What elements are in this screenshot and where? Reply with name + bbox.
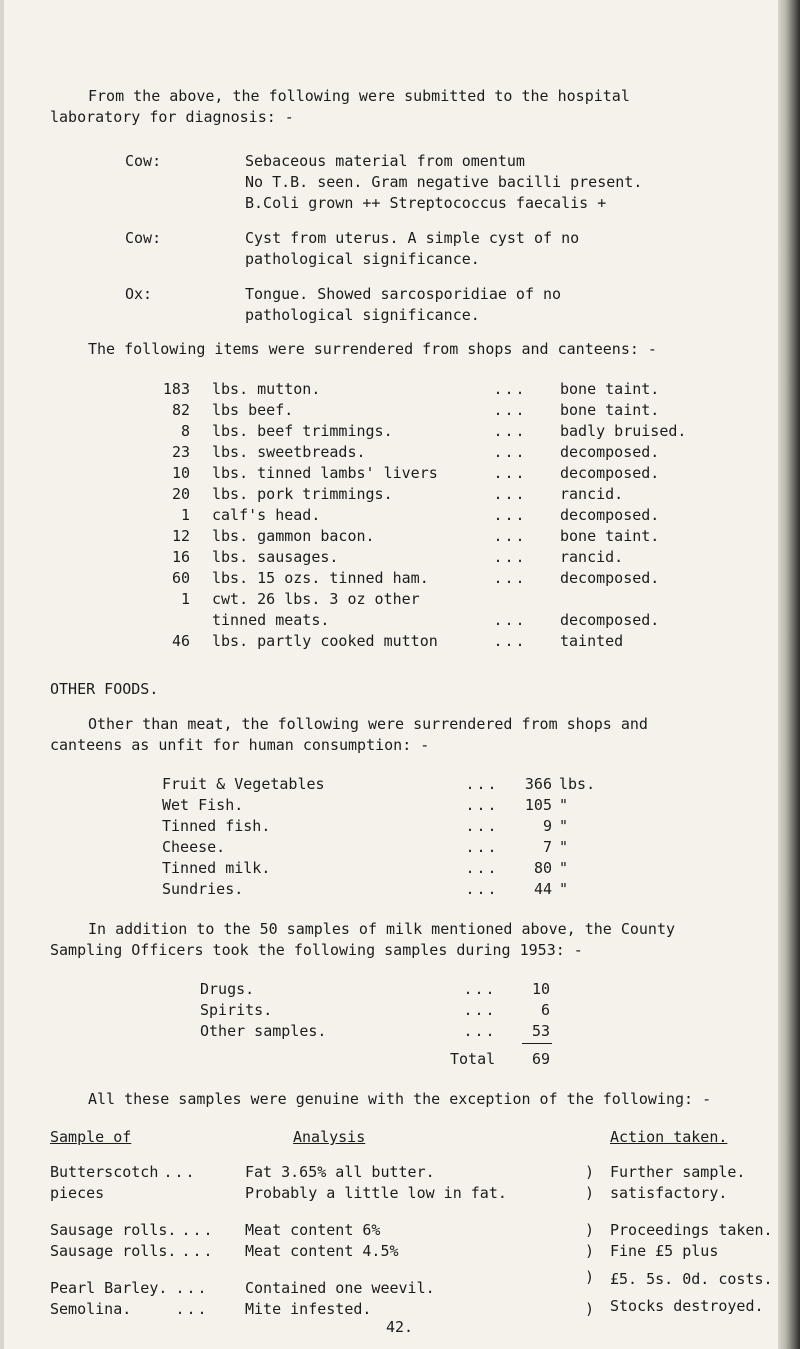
exception-analysis: Meat content 6% xyxy=(245,1221,381,1239)
item-reason: decomposed. xyxy=(560,443,660,461)
exception-analysis: Probably a little low in fat. xyxy=(245,1184,507,1202)
item-desc: lbs. pork trimmings. xyxy=(212,485,393,503)
page-number: 42. xyxy=(386,1318,414,1336)
diagnosis-line: pathological significance. xyxy=(245,250,480,268)
item-leader: ... xyxy=(493,443,527,461)
item-qty: 1 xyxy=(180,506,190,524)
item-reason: bone taint. xyxy=(560,527,660,545)
sample-count: 53 xyxy=(531,1022,550,1040)
total-label: Total xyxy=(450,1050,496,1068)
exception-action: Proceedings taken. xyxy=(610,1221,773,1239)
exception-sample: Sausage rolls. xyxy=(50,1242,177,1260)
item-reason: bone taint. xyxy=(560,380,660,398)
food-leader: ... xyxy=(465,838,499,856)
exception-analysis: Contained one weevil. xyxy=(245,1279,435,1297)
exception-analysis: Mite infested. xyxy=(245,1300,372,1318)
item-qty: 10 xyxy=(171,464,190,482)
exception-action: Further sample. xyxy=(610,1163,746,1181)
sample-leader: ... xyxy=(463,1001,497,1019)
diagnosis-animal: Cow: xyxy=(125,152,162,170)
item-reason: rancid. xyxy=(560,548,624,566)
item-leader: ... xyxy=(493,569,527,587)
brace: ) xyxy=(585,1184,595,1202)
food-name: Fruit & Vegetables xyxy=(162,775,325,793)
exception-leader: ... xyxy=(175,1300,209,1318)
item-qty: 8 xyxy=(180,422,190,440)
other-foods-heading: OTHER FOODS. xyxy=(50,680,159,698)
diagnosis-line: B.Coli grown ++ Streptococcus faecalis + xyxy=(245,194,607,212)
exception-analysis: Meat content 4.5% xyxy=(245,1242,399,1260)
exception-sample: Pearl Barley. xyxy=(50,1279,168,1297)
sampling-para-2: Sampling Officers took the following samples during 1953: - xyxy=(50,941,583,959)
food-qty: 366 xyxy=(524,775,552,793)
col-sample-of: Sample of xyxy=(50,1128,132,1146)
food-leader: ... xyxy=(465,817,499,835)
item-reason: decomposed. xyxy=(560,464,660,482)
item-leader: ... xyxy=(493,632,527,650)
sample-type: Spirits. xyxy=(200,1001,273,1019)
item-qty: 60 xyxy=(171,569,190,587)
food-unit: " xyxy=(559,838,569,856)
brace: ) xyxy=(585,1268,595,1286)
col-analysis: Analysis xyxy=(293,1128,366,1146)
sample-type: Other samples. xyxy=(200,1022,327,1040)
sample-count: 6 xyxy=(540,1001,550,1019)
diagnosis-line: Tongue. Showed sarcosporidiae of no xyxy=(245,285,562,303)
sample-leader: ... xyxy=(463,1022,497,1040)
food-qty: 44 xyxy=(533,880,552,898)
item-qty: 1 xyxy=(180,590,190,608)
diagnosis-animal: Ox: xyxy=(125,285,153,303)
exception-leader: ... xyxy=(181,1221,215,1239)
item-reason: badly bruised. xyxy=(560,422,687,440)
col-action-taken: Action taken. xyxy=(610,1128,728,1146)
sample-type: Drugs. xyxy=(200,980,255,998)
food-unit: " xyxy=(559,880,569,898)
food-leader: ... xyxy=(465,859,499,877)
item-desc: calf's head. xyxy=(212,506,321,524)
exception-action: Stocks destroyed. xyxy=(610,1297,764,1315)
brace: ) xyxy=(585,1221,595,1239)
item-leader: ... xyxy=(493,464,527,482)
diagnosis-line: No T.B. seen. Gram negative bacilli present. xyxy=(245,173,643,191)
item-desc: tinned meats. xyxy=(212,611,330,629)
item-leader: ... xyxy=(493,527,527,545)
food-name: Tinned fish. xyxy=(162,817,271,835)
sample-count: 10 xyxy=(531,980,550,998)
food-name: Sundries. xyxy=(162,880,244,898)
food-unit: " xyxy=(559,817,569,835)
item-leader: ... xyxy=(493,506,527,524)
item-desc: lbs beef. xyxy=(212,401,294,419)
item-desc: lbs. sausages. xyxy=(212,548,339,566)
item-qty: 183 xyxy=(162,380,190,398)
food-qty: 80 xyxy=(533,859,552,877)
item-leader: ... xyxy=(493,548,527,566)
brace: ) xyxy=(585,1163,595,1181)
intro-line-2: laboratory for diagnosis: - xyxy=(50,108,294,126)
exception-leader: ... xyxy=(163,1163,197,1181)
exception-action: Fine £5 plus xyxy=(610,1242,719,1260)
page-binding-shadow xyxy=(778,0,800,1349)
item-qty: 46 xyxy=(171,632,190,650)
food-unit: lbs. xyxy=(559,775,596,793)
item-desc: cwt. 26 lbs. 3 oz other xyxy=(212,590,420,608)
exception-analysis: Fat 3.65% all butter. xyxy=(245,1163,435,1181)
item-desc: lbs. gammon bacon. xyxy=(212,527,375,545)
food-leader: ... xyxy=(465,796,499,814)
item-qty: 23 xyxy=(171,443,190,461)
item-qty: 16 xyxy=(171,548,190,566)
food-qty: 9 xyxy=(542,817,552,835)
food-name: Wet Fish. xyxy=(162,796,244,814)
other-foods-para-2: canteens as unfit for human consumption: - xyxy=(50,736,430,754)
item-qty: 82 xyxy=(171,401,190,419)
item-leader: ... xyxy=(493,611,527,629)
food-unit: " xyxy=(559,796,569,814)
sample-leader: ... xyxy=(463,980,497,998)
item-reason: decomposed. xyxy=(560,506,660,524)
item-desc: lbs. 15 ozs. tinned ham. xyxy=(212,569,429,587)
exception-leader: ... xyxy=(181,1242,215,1260)
item-desc: lbs. beef trimmings. xyxy=(212,422,393,440)
brace: ) xyxy=(585,1300,595,1318)
exception-sample: pieces xyxy=(50,1184,105,1202)
item-desc: lbs. mutton. xyxy=(212,380,321,398)
item-leader: ... xyxy=(493,485,527,503)
food-name: Cheese. xyxy=(162,838,226,856)
diagnosis-animal: Cow: xyxy=(125,229,162,247)
item-reason: tainted xyxy=(560,632,624,650)
page-left-edge xyxy=(0,0,4,1349)
diagnosis-line: pathological significance. xyxy=(245,306,480,324)
item-reason: bone taint. xyxy=(560,401,660,419)
exception-leader: ... xyxy=(175,1279,209,1297)
total-rule xyxy=(522,1043,552,1044)
surrendered-heading: The following items were surrendered from shops and canteens: - xyxy=(88,340,657,358)
item-reason: decomposed. xyxy=(560,611,660,629)
item-reason: decomposed. xyxy=(560,569,660,587)
item-qty: 12 xyxy=(171,527,190,545)
item-desc: lbs. partly cooked mutton xyxy=(212,632,438,650)
item-leader: ... xyxy=(493,380,527,398)
item-desc: lbs. tinned lambs' livers xyxy=(212,464,438,482)
food-leader: ... xyxy=(465,880,499,898)
other-foods-para-1: Other than meat, the following were surrendered from shops and xyxy=(88,715,648,733)
item-reason: rancid. xyxy=(560,485,624,503)
exception-sample: Semolina. xyxy=(50,1300,132,1318)
sampling-para-1: In addition to the 50 samples of milk mentioned above, the County xyxy=(88,920,675,938)
food-qty: 105 xyxy=(524,796,552,814)
item-leader: ... xyxy=(493,422,527,440)
exception-sample: Sausage rolls. xyxy=(50,1221,177,1239)
exception-action: £5. 5s. 0d. costs. xyxy=(610,1270,773,1288)
diagnosis-line: Cyst from uterus. A simple cyst of no xyxy=(245,229,580,247)
exception-sample: Butterscotch xyxy=(50,1163,159,1181)
food-unit: " xyxy=(559,859,569,877)
brace: ) xyxy=(585,1242,595,1260)
exception-action: satisfactory. xyxy=(610,1184,728,1202)
item-desc: lbs. sweetbreads. xyxy=(212,443,366,461)
item-leader: ... xyxy=(493,401,527,419)
intro-line-1: From the above, the following were submitted to the hospital xyxy=(88,87,630,105)
food-name: Tinned milk. xyxy=(162,859,271,877)
diagnosis-line: Sebaceous material from omentum xyxy=(245,152,525,170)
food-leader: ... xyxy=(465,775,499,793)
item-qty: 20 xyxy=(171,485,190,503)
total-value: 69 xyxy=(531,1050,550,1068)
exceptions-intro: All these samples were genuine with the exception of the following: - xyxy=(88,1090,712,1108)
food-qty: 7 xyxy=(542,838,552,856)
